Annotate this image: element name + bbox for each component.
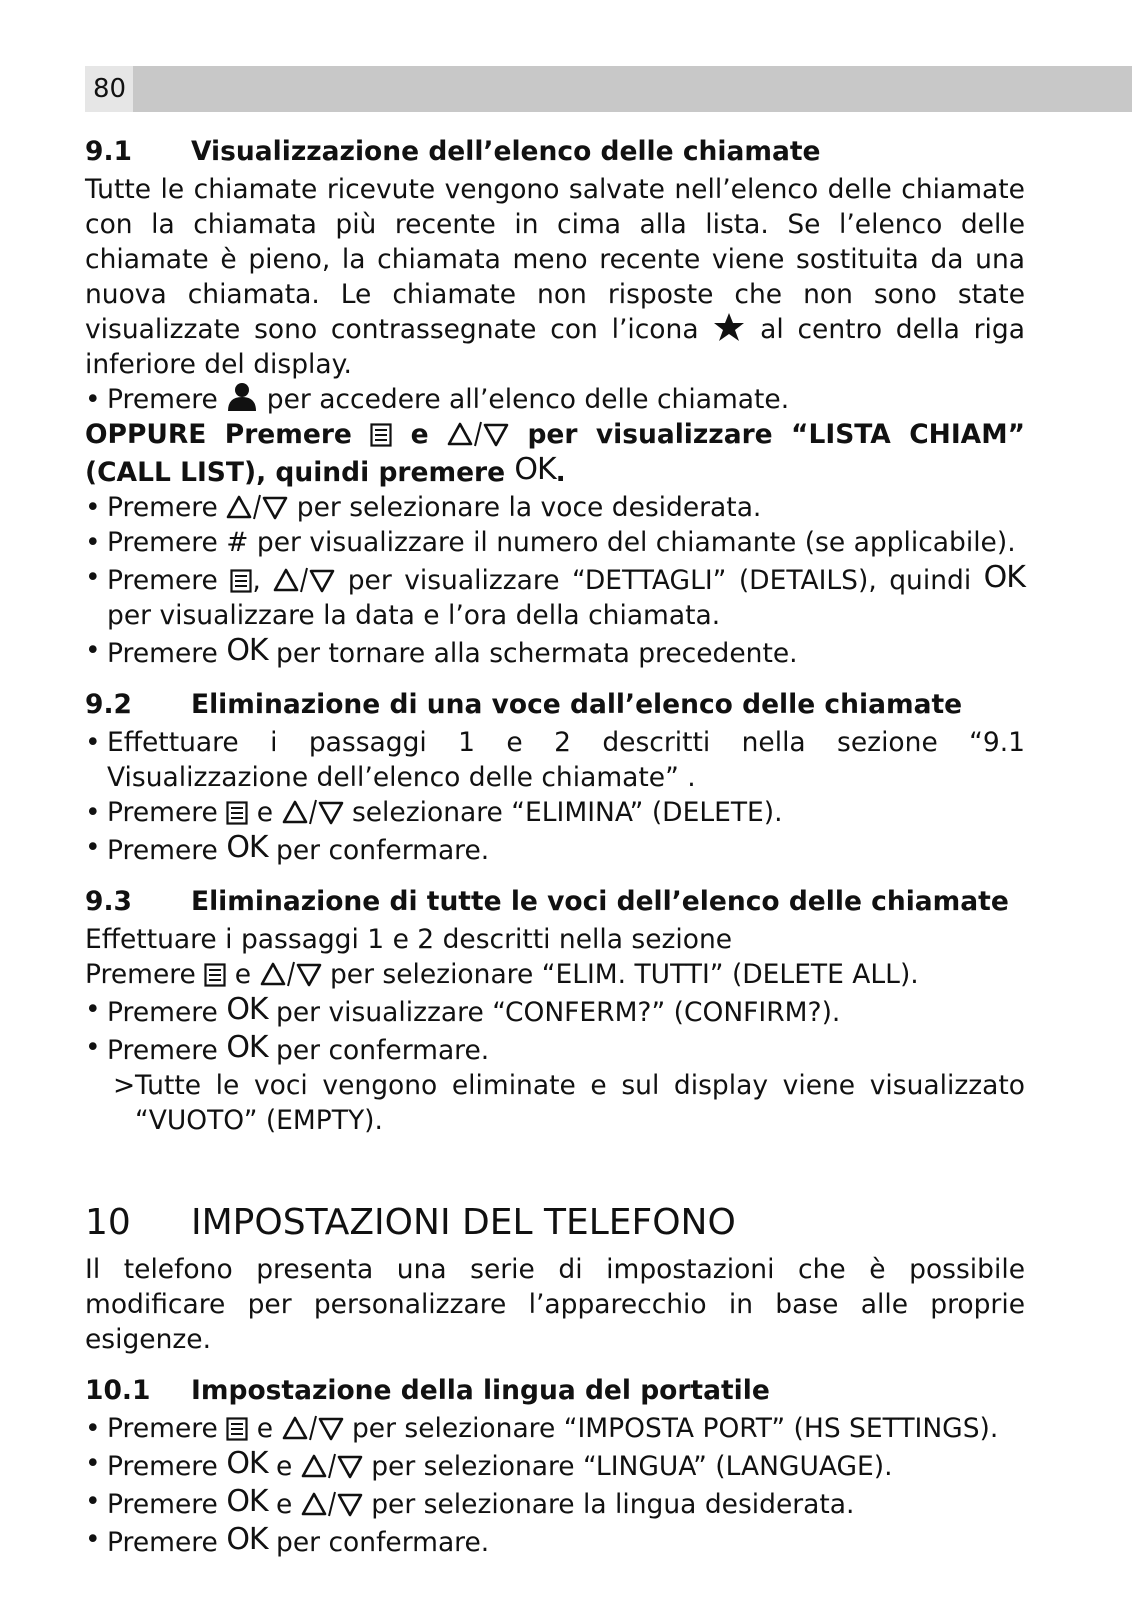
paragraph: Il telefono presenta una serie di impostazioni che è possibile modificare per personalizzare l’apparecchio in base alle proprie esigenze. bbox=[85, 1254, 1025, 1355]
ok-key-icon: OK bbox=[226, 1030, 268, 1065]
text: per tornare alla schermata precedente. bbox=[276, 638, 798, 669]
note-marker: > bbox=[113, 1070, 136, 1101]
text: al centro della riga inferiore del display. bbox=[85, 314, 1025, 380]
section-title: Visualizzazione dell’elenco delle chiamate bbox=[191, 136, 821, 167]
section-heading-10-1 bbox=[85, 1371, 1025, 1411]
text: e bbox=[276, 1489, 293, 1520]
ok-key-icon: OK bbox=[514, 452, 556, 487]
text: Tutte le chiamate ricevute vengono salvate nell’elenco delle chiamate con la chiamata più recente in cima alla lista. Se l’elenco delle chiamate è pieno, la chiamata meno recente viene sostituita da una nuova chiamata. Le chiamate non risposte che non sono state visualizzate sono contrassegnate con l’icona bbox=[85, 174, 1025, 345]
text: e bbox=[256, 797, 274, 828]
section-heading-9-2 bbox=[85, 685, 1025, 725]
paragraph-alternative bbox=[85, 417, 1025, 490]
page-header bbox=[85, 66, 1132, 112]
menu-icon bbox=[226, 1417, 248, 1441]
paragraph bbox=[85, 957, 1025, 992]
list-item: • Premere OK e per selezionare “LINGUA” (LANGUAGE). bbox=[85, 1446, 893, 1482]
text: per accedere all’elenco delle chiamate. bbox=[266, 384, 790, 415]
text: , bbox=[252, 565, 261, 596]
list-item: • Premere e selezionare “ELIMINA” (DELETE). bbox=[85, 797, 783, 828]
list-item: • Premere , per visualizzare “DETTAGLI” (DETAILS), quindi OK per visualizzare la data e l’ora della chiamata. bbox=[85, 560, 1025, 631]
text: Premere bbox=[107, 638, 218, 669]
text: selezionare “ELIMINA” (DELETE). bbox=[351, 797, 783, 828]
section-title: Eliminazione di tutte le voci dell’elenco delle chiamate bbox=[191, 886, 1009, 917]
text: Premere bbox=[107, 1035, 218, 1066]
list-item: • Premere per selezionare la voce desiderata. bbox=[85, 492, 762, 523]
text: e bbox=[256, 1413, 274, 1444]
text: OPPURE Premere bbox=[85, 419, 352, 450]
menu-icon bbox=[370, 423, 392, 447]
section-number: 10.1 bbox=[85, 1375, 151, 1406]
text: per visualizzare “LISTA CHIAM” (CALL LIST), quindi premere bbox=[85, 419, 1025, 488]
text: Premere bbox=[107, 1451, 218, 1482]
text: per selezionare “ELIM. TUTTI” (DELETE ALL). bbox=[329, 959, 919, 990]
up-down-arrows-icon bbox=[301, 1491, 363, 1517]
menu-icon bbox=[226, 801, 248, 825]
text: Premere # per visualizzare il numero del chiamante (se applicabile). bbox=[107, 527, 1016, 558]
text: e bbox=[276, 1451, 293, 1482]
text: per selezionare “LINGUA” (LANGUAGE). bbox=[371, 1451, 893, 1482]
ok-key-icon: OK bbox=[226, 1522, 268, 1557]
result-note bbox=[85, 1068, 1025, 1138]
section-heading-9-3 bbox=[85, 882, 1025, 922]
text: Premere bbox=[107, 1527, 218, 1558]
text: per visualizzare “DETTAGLI” (DETAILS), quindi bbox=[347, 565, 972, 596]
ok-key-icon: OK bbox=[226, 633, 268, 668]
list-item: • Premere e per selezionare “IMPOSTA PORT” (HS SETTINGS). bbox=[85, 1413, 999, 1444]
text: Premere bbox=[107, 384, 218, 415]
section-number: 9.2 bbox=[85, 689, 132, 720]
text: Tutte le voci vengono eliminate e sul display viene visualizzato “VUOTO” (EMPTY). bbox=[135, 1070, 1025, 1136]
text: per selezionare “IMPOSTA PORT” (HS SETTINGS). bbox=[351, 1413, 999, 1444]
up-down-arrows-icon bbox=[447, 421, 509, 447]
list-item: • Premere OK per confermare. bbox=[85, 830, 490, 866]
up-down-arrows-icon bbox=[282, 1415, 344, 1441]
text: per confermare. bbox=[276, 1527, 490, 1558]
list-item: • Effettuare i passaggi 1 e 2 descritti nella sezione “9.1 Visualizzazione dell’elenco delle chiamate” . bbox=[85, 727, 1025, 793]
chapter-title: IMPOSTAZIONI DEL TELEFONO bbox=[191, 1202, 736, 1243]
section-number: 9.1 bbox=[85, 136, 132, 167]
text: Premere bbox=[107, 1413, 218, 1444]
text: Premere bbox=[107, 565, 218, 596]
header-bar bbox=[133, 66, 1132, 112]
ok-key-icon: OK bbox=[226, 1484, 268, 1519]
text: Premere bbox=[107, 997, 218, 1028]
menu-icon bbox=[204, 963, 226, 987]
ok-key-icon: OK bbox=[983, 560, 1025, 595]
text: per confermare. bbox=[276, 1035, 490, 1066]
text: . bbox=[555, 457, 566, 488]
paragraph bbox=[85, 172, 1025, 382]
text: per visualizzare “CONFERM?” (CONFIRM?). bbox=[276, 997, 841, 1028]
text: e bbox=[234, 959, 252, 990]
document-body bbox=[85, 132, 1025, 1560]
text: Premere bbox=[107, 492, 218, 523]
list-item: • Premere OK per confermare. bbox=[85, 1030, 490, 1066]
person-icon bbox=[226, 382, 258, 412]
list-item: • Premere # per visualizzare il numero del chiamante (se applicabile). bbox=[85, 525, 1025, 560]
up-down-arrows-icon bbox=[282, 799, 344, 825]
section-title: Eliminazione di una voce dall’elenco delle chiamate bbox=[191, 689, 963, 720]
section-number: 9.3 bbox=[85, 886, 132, 917]
list-item: • Premere OK per confermare. bbox=[85, 1522, 490, 1558]
up-down-arrows-icon bbox=[260, 961, 322, 987]
chapter-heading-10 bbox=[85, 1200, 1025, 1246]
up-down-arrows-icon bbox=[301, 1453, 363, 1479]
ok-key-icon: OK bbox=[226, 992, 268, 1027]
text: Premere bbox=[107, 797, 218, 828]
text: Premere bbox=[107, 1489, 218, 1520]
text: e bbox=[410, 419, 429, 450]
ok-key-icon: OK bbox=[226, 830, 268, 865]
list-item: • Premere OK per visualizzare “CONFERM?” (CONFIRM?). bbox=[85, 992, 841, 1028]
list-item: • Premere OK per tornare alla schermata precedente. bbox=[85, 633, 798, 669]
list-item: • Premere OK e per selezionare la lingua desiderata. bbox=[85, 1484, 855, 1520]
text: per visualizzare la data e l’ora della chiamata. bbox=[107, 600, 721, 631]
text: Premere bbox=[107, 835, 218, 866]
text: Premere bbox=[85, 959, 196, 990]
text: Effettuare i passaggi 1 e 2 descritti nella sezione “9.1 Visualizzazione dell’elenco delle chiamate” . bbox=[107, 727, 1025, 793]
paragraph: Effettuare i passaggi 1 e 2 descritti nella sezione bbox=[85, 924, 733, 955]
star-icon bbox=[712, 312, 746, 342]
section-title: Impostazione della lingua del portatile bbox=[191, 1375, 770, 1406]
section-heading-9-1 bbox=[85, 132, 1025, 172]
page-number: 80 bbox=[85, 66, 133, 112]
text: per confermare. bbox=[276, 835, 490, 866]
text: per selezionare la voce desiderata. bbox=[296, 492, 762, 523]
list-item: • Premere per accedere all’elenco delle chiamate. bbox=[85, 384, 790, 415]
up-down-arrows-icon bbox=[226, 494, 288, 520]
text: per selezionare la lingua desiderata. bbox=[371, 1489, 855, 1520]
up-down-arrows-icon bbox=[273, 567, 335, 593]
chapter-number: 10 bbox=[85, 1202, 131, 1243]
menu-icon bbox=[230, 569, 252, 593]
ok-key-icon: OK bbox=[226, 1446, 268, 1481]
